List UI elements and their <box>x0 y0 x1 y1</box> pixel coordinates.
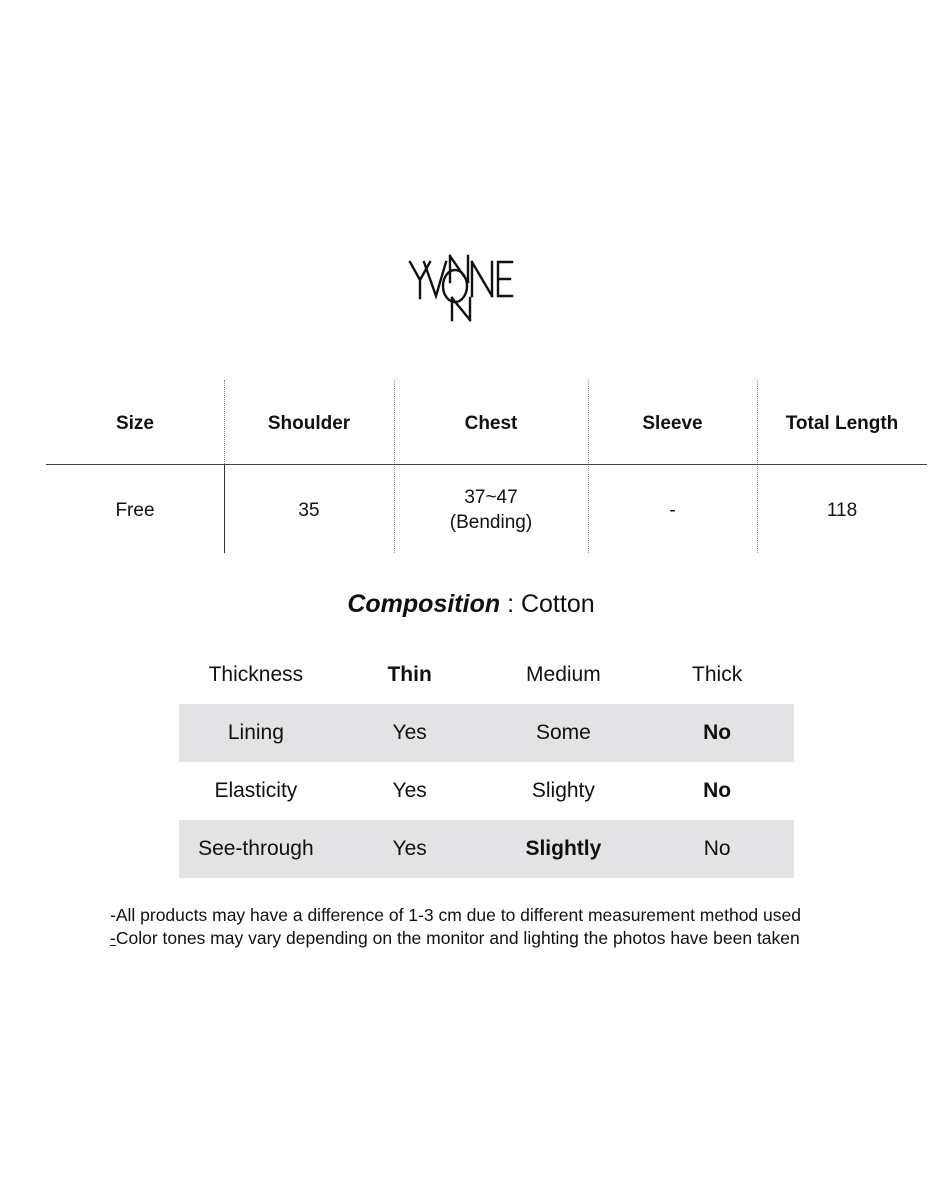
composition-label: Composition <box>347 590 501 618</box>
note-measurement: -All products may have a difference of 1-3 cm due to different measurement method used <box>110 905 801 925</box>
fabric-option: Slighty <box>531 779 595 802</box>
fabric-option: No <box>703 837 731 860</box>
header-sleeve: Sleeve <box>642 412 703 434</box>
size-table <box>46 380 927 553</box>
fabric-row-name: Thickness <box>208 663 304 686</box>
header-chest: Chest <box>464 412 518 434</box>
composition-value: Cotton <box>520 590 595 618</box>
value-chest-range: 37~47 <box>464 487 518 508</box>
fabric-option: Yes <box>392 837 427 860</box>
composition-separator: : <box>500 590 521 618</box>
value-sleeve: - <box>669 499 676 521</box>
fabric-option: Yes <box>392 779 427 802</box>
fabric-option: Yes <box>392 721 427 744</box>
brand-logo-mark <box>400 248 540 328</box>
fabric-row-name: Lining <box>227 721 284 744</box>
value-chest <box>394 480 588 540</box>
fabric-row-lining <box>179 704 794 762</box>
fabric-row-elasticity <box>179 762 794 820</box>
fabric-properties-table <box>179 646 794 878</box>
fabric-row-thickness <box>179 646 794 704</box>
fabric-row-name: See-through <box>198 837 314 860</box>
value-shoulder: 35 <box>298 499 320 521</box>
fabric-option: Slightly <box>525 837 602 860</box>
fabric-option: Thin <box>387 663 432 686</box>
header-divider <box>46 464 927 465</box>
fabric-option: No <box>703 721 732 744</box>
value-total-length: 118 <box>826 499 858 521</box>
fabric-option: Medium <box>526 663 601 686</box>
value-chest-note: (Bending) <box>449 512 533 533</box>
fabric-row-name: Elasticity <box>214 779 298 802</box>
fabric-option: Thick <box>692 663 743 686</box>
composition <box>0 590 942 619</box>
fabric-option: Some <box>535 721 591 744</box>
brand-logo <box>400 248 540 328</box>
header-shoulder: Shoulder <box>267 412 351 434</box>
fabric-row-see-through <box>179 820 794 878</box>
value-size: Free <box>115 499 155 521</box>
note-color-dash: - <box>110 928 116 948</box>
note-color <box>110 927 801 950</box>
note-color-text: Color tones may vary depending on the monitor and lighting the photos have been taken <box>115 928 800 948</box>
fabric-option: No <box>703 779 732 802</box>
header-size: Size <box>115 412 155 434</box>
header-total-length: Total Length <box>785 412 899 434</box>
disclaimer-notes <box>110 904 801 950</box>
